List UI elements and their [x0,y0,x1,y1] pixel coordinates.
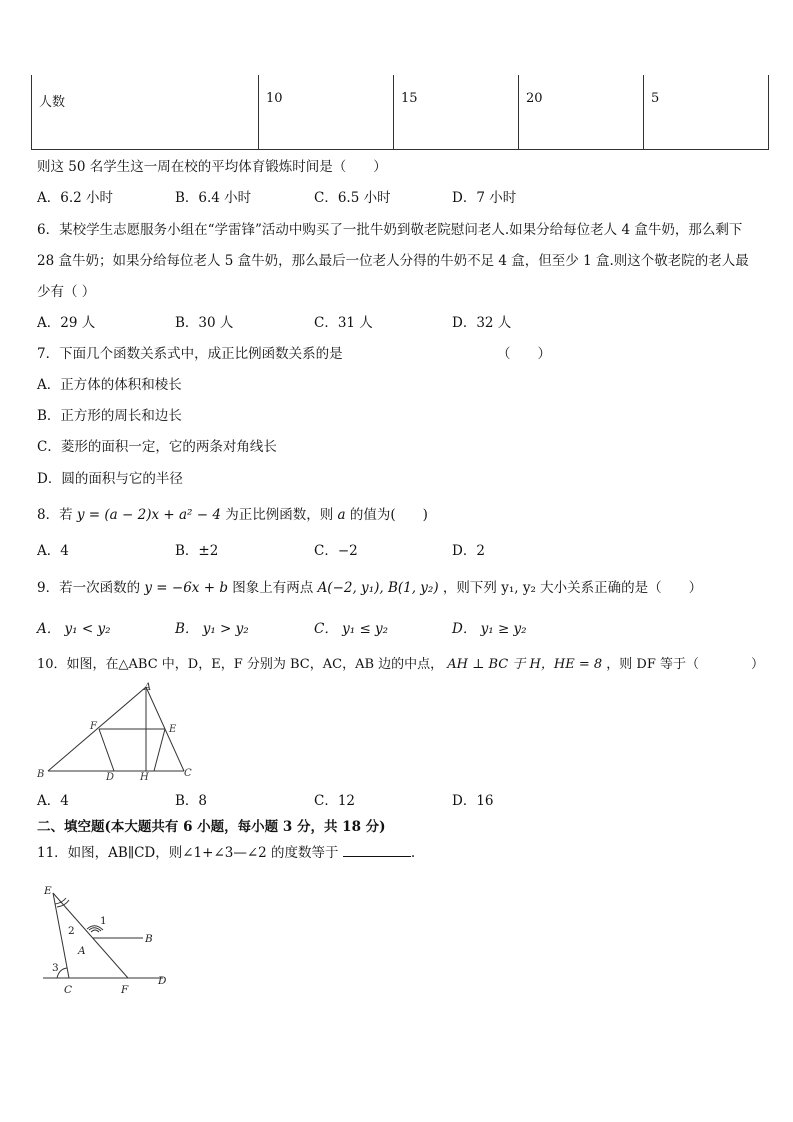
q6-line-2: 28 盒牛奶；如果分给每位老人 5 盒牛奶，那么最后一位老人分得的牛奶不足 4 盒，但至少 1 盒.则这个敬老院的老人最 [37,253,749,269]
table-cell: 人数 [32,75,259,150]
label-3: 3 [52,962,59,974]
q8-var: a [337,507,346,523]
table-row [32,75,769,150]
option-d: D．16 [452,793,494,809]
q9-mid: 图象上有两点 [232,580,314,596]
option-c: C．6.5 小时 [314,190,391,206]
label-b: B [145,933,153,945]
q7-paren: （ ） [497,346,551,362]
q8-stem [37,506,428,524]
option-a: A．6.2 小时 [37,190,114,206]
q10-condition: AH ⊥ BC 于 H，HE = 8 [447,657,603,672]
q7-choice-c: C．菱形的面积一定，它的两条对角线长 [37,439,277,455]
q10-stem-a: 10．如图，在△ABC 中，D，E，F 分别为 BC，AC，AB 边的中点， [37,657,444,672]
label-d: D [158,975,167,987]
q10-stem [37,656,764,674]
label-b: B [37,769,45,780]
option-d: D．32 人 [452,315,512,331]
q8-formula: y = (a − 2)x + a² − 4 [76,507,221,523]
q10-stem-b: ，则 DF 等于（ ） [606,657,764,672]
option-a: A．4 [37,793,69,809]
q8-prefix: 8．若 [37,507,73,523]
q8-suffix-a: 为正比例函数，则 [225,507,334,523]
label-2: 2 [68,925,75,937]
q5-stem: 则这 50 名学生这一周在校的平均体育锻炼时间是（ ） [37,159,387,175]
q9-points: A(−2, y₁), B(1, y₂) [317,580,439,596]
section-title: 二、填空题(本大题共有 6 小题，每小题 3 分，共 18 分) [37,819,386,835]
option-b: B．30 人 [175,315,234,331]
table-cell: 5 [644,75,769,150]
q7-choice-d: D．圆的面积与它的半径 [37,471,183,487]
q7-choice-a: A．正方体的体积和棱长 [37,377,182,393]
q9-formula: y = −6x + b [144,580,228,596]
segment-ed [154,729,165,771]
option-d: D．7 小时 [452,190,517,206]
label-e: E [44,885,52,897]
label-a: A [78,945,86,957]
option-a: A．29 人 [37,315,96,331]
option-c: C．31 人 [314,315,373,331]
angle-1-arc-3 [91,930,99,932]
label-c: C [64,984,73,996]
label-a: A [144,682,152,693]
q11-end: . [410,845,416,861]
label-h: H [140,772,149,782]
segment-fd [99,729,114,771]
q10-triangle-figure [34,680,199,782]
table-cell: 20 [519,75,644,150]
option-d: D．2 [452,543,485,559]
label-e: E [169,724,177,735]
answer-blank[interactable] [343,844,411,857]
q9-stem [37,579,702,597]
option-b: B． y₁ > y₂ [175,621,249,637]
q11-parallel-lines-figure [35,878,180,998]
label-f: F [121,984,129,996]
table-cell: 15 [394,75,519,150]
segment-ef [53,893,128,978]
q7-choice-b: B．正方形的周长和边长 [37,408,182,424]
q8-suffix-b: 的值为( ) [349,507,428,523]
q7-stem [37,345,551,363]
option-b: B．6.4 小时 [175,190,252,206]
label-c: C [184,768,192,779]
data-table [31,75,769,150]
option-c: C．12 [314,793,356,809]
option-b: B．±2 [175,543,219,559]
q7-stem-text: 7．下面几个函数关系式中，成正比例函数关系的是 [37,346,343,362]
q6-line-3: 少有（ ） [37,284,96,300]
option-a: A．4 [37,543,69,559]
label-1: 1 [100,915,107,927]
q6-line-1: 6．某校学生志愿服务小组在“学雷锋”活动中购买了一批牛奶到敬老院慰问老人.如果分给每位老人 4 盒牛奶，那么剩下 [37,222,743,238]
label-f: F [90,721,97,732]
q11-stem-text: 11．如图，AB∥CD，则∠1+∠3—∠2 的度数等于 [37,845,339,861]
q11-stem [37,844,415,862]
option-b: B．8 [175,793,208,809]
q9-prefix: 9．若一次函数的 [37,580,141,596]
option-c: C．−2 [314,543,358,559]
option-a: A． y₁ < y₂ [37,621,111,637]
option-d: D． y₁ ≥ y₂ [452,621,527,637]
option-c: C． y₁ ≤ y₂ [314,621,389,637]
q9-suffix: ，则下列 y₁, y₂ 大小关系正确的是（ ） [442,580,703,596]
label-d: D [106,772,115,782]
table-cell: 10 [259,75,394,150]
